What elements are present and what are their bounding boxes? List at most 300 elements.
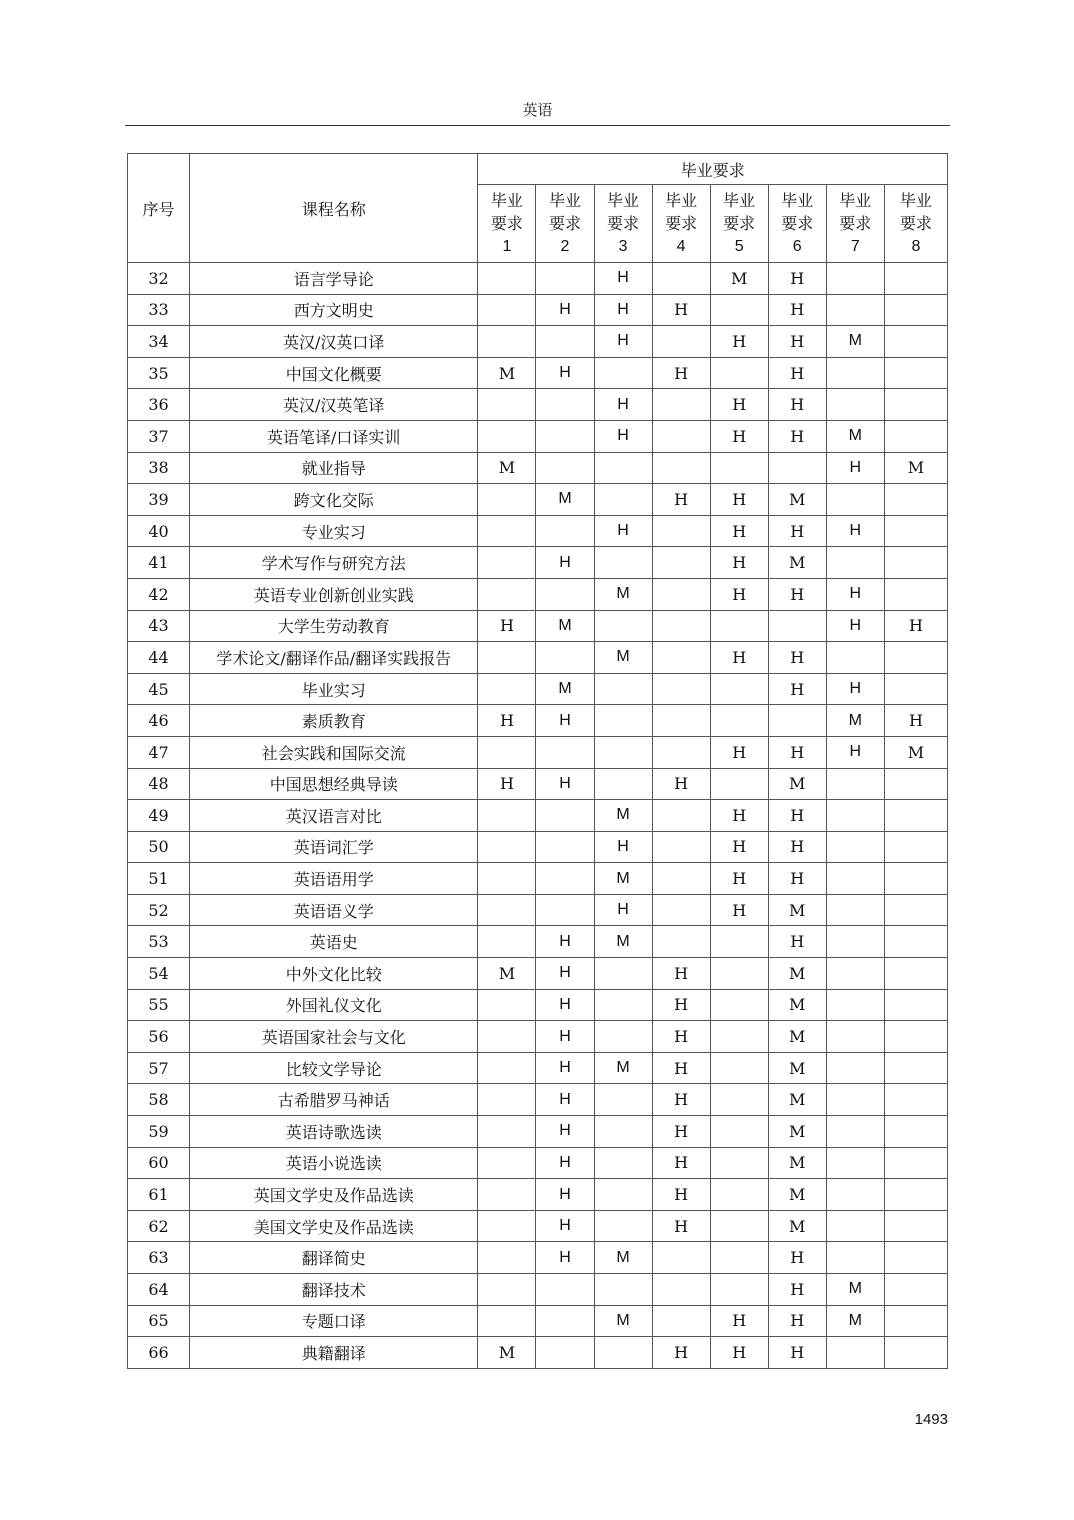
course-name-cell: 古希腊罗马神话 xyxy=(190,1084,478,1116)
requirement-level-cell xyxy=(710,610,768,642)
requirement-level-cell xyxy=(826,1084,884,1116)
requirement-level-cell: M xyxy=(768,1052,826,1084)
row-index-cell: 45 xyxy=(128,673,190,705)
table-row xyxy=(128,326,948,358)
requirement-level-cell xyxy=(826,926,884,958)
requirement-level-cell xyxy=(594,484,652,516)
requirement-level-cell xyxy=(884,1305,947,1337)
table-row xyxy=(128,1210,948,1242)
requirement-level-cell: H xyxy=(652,1052,710,1084)
requirement-level-cell: H xyxy=(652,958,710,990)
requirement-level-cell: H xyxy=(826,515,884,547)
requirement-level-cell: H xyxy=(536,705,594,737)
column-header-requirement-6 xyxy=(768,185,826,263)
requirement-level-cell xyxy=(478,1021,536,1053)
table-row xyxy=(128,989,948,1021)
requirement-level-cell xyxy=(826,263,884,295)
requirement-level-cell xyxy=(478,800,536,832)
table-row xyxy=(128,1084,948,1116)
requirement-level-cell xyxy=(652,831,710,863)
requirement-header-line: 毕业 xyxy=(781,191,814,210)
course-name-cell: 英语语用学 xyxy=(190,863,478,895)
requirement-level-cell: H xyxy=(826,736,884,768)
requirement-level-cell: H xyxy=(594,389,652,421)
course-name-cell: 英语笔译/口译实训 xyxy=(190,420,478,452)
requirement-level-cell: H xyxy=(594,831,652,863)
requirement-header-line: 毕业 xyxy=(899,191,932,210)
requirement-level-cell xyxy=(478,547,536,579)
requirement-level-cell xyxy=(884,894,947,926)
requirement-level-cell xyxy=(478,1274,536,1306)
requirement-level-cell xyxy=(478,1084,536,1116)
requirement-header-line: 3 xyxy=(618,238,628,255)
requirement-level-cell: M xyxy=(594,642,652,674)
course-name-cell: 美国文学史及作品选读 xyxy=(190,1210,478,1242)
requirement-level-cell xyxy=(536,515,594,547)
column-header-course: 课程名称 xyxy=(190,154,478,263)
requirement-level-cell: H xyxy=(594,294,652,326)
requirement-level-cell: M xyxy=(594,863,652,895)
column-header-requirement-3 xyxy=(594,185,652,263)
requirement-level-cell: M xyxy=(826,326,884,358)
table-row xyxy=(128,768,948,800)
requirement-level-cell xyxy=(478,484,536,516)
requirement-level-cell xyxy=(884,420,947,452)
table-header-row-1 xyxy=(128,154,948,185)
requirement-level-cell xyxy=(478,578,536,610)
row-index-cell: 42 xyxy=(128,578,190,610)
course-name-cell: 毕业实习 xyxy=(190,673,478,705)
requirement-level-cell xyxy=(478,989,536,1021)
row-index-cell: 55 xyxy=(128,989,190,1021)
requirement-level-cell xyxy=(594,452,652,484)
requirement-level-cell xyxy=(536,1274,594,1306)
requirement-level-cell: M xyxy=(594,1052,652,1084)
requirement-level-cell: M xyxy=(884,452,947,484)
table-row xyxy=(128,831,948,863)
row-index-cell: 43 xyxy=(128,610,190,642)
requirement-level-cell: H xyxy=(768,578,826,610)
requirement-level-cell xyxy=(652,1305,710,1337)
requirement-level-cell: H xyxy=(478,610,536,642)
requirement-level-cell xyxy=(478,1210,536,1242)
course-name-cell: 语言学导论 xyxy=(190,263,478,295)
requirement-level-cell xyxy=(478,1147,536,1179)
requirement-level-cell xyxy=(826,389,884,421)
requirement-level-cell xyxy=(478,926,536,958)
requirement-header-line: 要求 xyxy=(665,214,698,233)
requirement-level-cell xyxy=(594,1210,652,1242)
requirement-level-cell: H xyxy=(536,294,594,326)
table-row xyxy=(128,673,948,705)
requirement-level-cell xyxy=(710,1084,768,1116)
requirement-level-cell xyxy=(652,673,710,705)
requirement-level-cell: H xyxy=(652,1337,710,1369)
requirement-level-cell xyxy=(536,326,594,358)
requirement-level-cell: H xyxy=(710,642,768,674)
requirement-level-cell: H xyxy=(536,989,594,1021)
course-name-cell: 翻译简史 xyxy=(190,1242,478,1274)
requirement-level-cell xyxy=(710,673,768,705)
row-index-cell: 44 xyxy=(128,642,190,674)
requirement-level-cell: M xyxy=(710,263,768,295)
requirement-level-cell: H xyxy=(768,294,826,326)
table-row xyxy=(128,894,948,926)
requirement-level-cell xyxy=(652,800,710,832)
requirement-level-cell xyxy=(826,1179,884,1211)
requirement-level-cell xyxy=(826,800,884,832)
row-index-cell: 63 xyxy=(128,1242,190,1274)
course-name-cell: 英语语义学 xyxy=(190,894,478,926)
requirement-level-cell: H xyxy=(768,326,826,358)
requirement-level-cell: H xyxy=(536,1084,594,1116)
requirement-header-line: 要求 xyxy=(548,214,581,233)
requirement-level-cell: M xyxy=(478,357,536,389)
requirement-level-cell: H xyxy=(594,263,652,295)
requirement-level-cell xyxy=(594,768,652,800)
requirement-level-cell: H xyxy=(710,578,768,610)
requirement-level-cell: H xyxy=(768,515,826,547)
requirement-level-cell xyxy=(652,736,710,768)
requirement-level-cell: H xyxy=(710,1305,768,1337)
requirement-level-cell: M xyxy=(478,1337,536,1369)
requirement-level-cell xyxy=(652,263,710,295)
requirement-level-cell xyxy=(652,326,710,358)
course-name-cell: 英语词汇学 xyxy=(190,831,478,863)
requirement-level-cell xyxy=(884,326,947,358)
requirement-level-cell xyxy=(594,1116,652,1148)
requirement-level-cell xyxy=(826,1116,884,1148)
row-index-cell: 35 xyxy=(128,357,190,389)
requirement-level-cell: M xyxy=(826,420,884,452)
requirement-level-cell xyxy=(884,578,947,610)
requirement-level-cell xyxy=(884,831,947,863)
table-row xyxy=(128,1337,948,1369)
table-row xyxy=(128,1305,948,1337)
requirement-level-cell xyxy=(710,1242,768,1274)
requirement-level-cell: H xyxy=(768,863,826,895)
requirement-level-cell xyxy=(884,1052,947,1084)
page-number: 1493 xyxy=(914,1411,948,1428)
requirement-level-cell: M xyxy=(478,958,536,990)
requirement-level-cell xyxy=(826,1242,884,1274)
row-index-cell: 40 xyxy=(128,515,190,547)
requirement-level-cell xyxy=(652,610,710,642)
requirement-level-cell: H xyxy=(652,357,710,389)
row-index-cell: 33 xyxy=(128,294,190,326)
requirement-level-cell xyxy=(768,452,826,484)
requirement-level-cell: H xyxy=(594,420,652,452)
requirement-level-cell: H xyxy=(884,610,947,642)
row-index-cell: 65 xyxy=(128,1305,190,1337)
row-index-cell: 49 xyxy=(128,800,190,832)
requirement-level-cell xyxy=(884,642,947,674)
requirement-level-cell xyxy=(826,958,884,990)
requirement-level-cell: H xyxy=(652,1179,710,1211)
course-name-cell: 专业实习 xyxy=(190,515,478,547)
requirement-level-cell xyxy=(652,1242,710,1274)
requirement-level-cell xyxy=(478,1179,536,1211)
requirement-level-cell: M xyxy=(768,894,826,926)
requirement-level-cell: M xyxy=(768,1179,826,1211)
row-index-cell: 64 xyxy=(128,1274,190,1306)
requirement-level-cell xyxy=(710,1052,768,1084)
requirement-level-cell: H xyxy=(826,452,884,484)
requirement-level-cell xyxy=(826,1210,884,1242)
requirement-level-cell xyxy=(652,547,710,579)
table-row xyxy=(128,958,948,990)
requirement-level-cell xyxy=(478,1052,536,1084)
requirement-level-cell: H xyxy=(710,515,768,547)
requirement-level-cell: H xyxy=(710,420,768,452)
requirement-level-cell xyxy=(594,610,652,642)
requirement-level-cell xyxy=(884,1210,947,1242)
row-index-cell: 59 xyxy=(128,1116,190,1148)
requirement-level-cell xyxy=(884,1179,947,1211)
requirement-header-line: 8 xyxy=(911,238,921,255)
requirement-level-cell xyxy=(478,642,536,674)
table-row xyxy=(128,800,948,832)
requirement-level-cell: H xyxy=(652,1147,710,1179)
row-index-cell: 57 xyxy=(128,1052,190,1084)
requirement-level-cell: H xyxy=(826,610,884,642)
requirement-level-cell xyxy=(710,926,768,958)
requirement-level-cell: H xyxy=(652,768,710,800)
requirement-header-line: 6 xyxy=(792,238,802,255)
row-index-cell: 52 xyxy=(128,894,190,926)
table-row xyxy=(128,389,948,421)
requirement-level-cell xyxy=(710,357,768,389)
requirement-level-cell xyxy=(594,357,652,389)
requirement-level-cell: H xyxy=(536,1116,594,1148)
requirement-level-cell xyxy=(478,831,536,863)
requirement-level-cell xyxy=(884,389,947,421)
row-index-cell: 50 xyxy=(128,831,190,863)
course-name-cell: 学术论文/翻译作品/翻译实践报告 xyxy=(190,642,478,674)
requirement-level-cell xyxy=(536,1305,594,1337)
requirement-level-cell xyxy=(884,1242,947,1274)
requirement-level-cell: H xyxy=(652,1084,710,1116)
requirement-level-cell xyxy=(884,1021,947,1053)
row-index-cell: 38 xyxy=(128,452,190,484)
requirement-level-cell: H xyxy=(594,326,652,358)
requirement-level-cell: H xyxy=(652,989,710,1021)
row-index-cell: 66 xyxy=(128,1337,190,1369)
requirement-level-cell xyxy=(826,642,884,674)
column-header-requirement-2 xyxy=(536,185,594,263)
course-name-cell: 跨文化交际 xyxy=(190,484,478,516)
requirement-level-cell: H xyxy=(768,1274,826,1306)
requirement-header-line: 7 xyxy=(850,238,860,255)
requirement-level-cell xyxy=(594,705,652,737)
row-index-cell: 58 xyxy=(128,1084,190,1116)
requirement-level-cell: M xyxy=(594,926,652,958)
requirement-level-cell: H xyxy=(768,800,826,832)
table-row xyxy=(128,547,948,579)
table-row xyxy=(128,420,948,452)
requirement-level-cell xyxy=(826,768,884,800)
header-rule xyxy=(125,125,950,126)
column-header-requirement-4 xyxy=(652,185,710,263)
requirement-level-cell xyxy=(710,705,768,737)
requirement-level-cell xyxy=(884,1274,947,1306)
requirement-level-cell xyxy=(884,1116,947,1148)
requirement-level-cell xyxy=(884,768,947,800)
course-name-cell: 比较文学导论 xyxy=(190,1052,478,1084)
course-name-cell: 学术写作与研究方法 xyxy=(190,547,478,579)
course-name-cell: 英语专业创新创业实践 xyxy=(190,578,478,610)
requirement-level-cell xyxy=(884,515,947,547)
requirement-level-cell: H xyxy=(710,736,768,768)
requirement-level-cell xyxy=(536,642,594,674)
requirement-header-line: 毕业 xyxy=(490,191,523,210)
requirement-level-cell xyxy=(594,673,652,705)
requirement-header-line: 要求 xyxy=(490,214,523,233)
requirement-level-cell xyxy=(594,547,652,579)
course-name-cell: 就业指导 xyxy=(190,452,478,484)
requirement-level-cell: H xyxy=(768,357,826,389)
requirement-level-cell xyxy=(710,1021,768,1053)
requirement-level-cell: H xyxy=(652,1021,710,1053)
requirement-level-cell: H xyxy=(768,389,826,421)
requirement-level-cell: M xyxy=(826,705,884,737)
table-row xyxy=(128,736,948,768)
table-row xyxy=(128,1116,948,1148)
requirement-level-cell xyxy=(478,1305,536,1337)
column-header-requirement-8 xyxy=(884,185,947,263)
requirement-level-cell: H xyxy=(652,294,710,326)
requirement-level-cell: H xyxy=(768,642,826,674)
requirement-level-cell xyxy=(710,1210,768,1242)
requirement-level-cell xyxy=(536,863,594,895)
requirement-level-cell: M xyxy=(768,1084,826,1116)
course-name-cell: 大学生劳动教育 xyxy=(190,610,478,642)
requirement-level-cell: M xyxy=(536,673,594,705)
requirement-level-cell: M xyxy=(826,1274,884,1306)
requirement-level-cell xyxy=(826,1052,884,1084)
requirement-level-cell xyxy=(536,578,594,610)
requirement-level-cell: H xyxy=(594,894,652,926)
requirement-level-cell: H xyxy=(710,326,768,358)
row-index-cell: 53 xyxy=(128,926,190,958)
requirement-level-cell: M xyxy=(768,1116,826,1148)
requirement-level-cell: H xyxy=(536,926,594,958)
table-row xyxy=(128,263,948,295)
requirement-level-cell: H xyxy=(710,894,768,926)
requirement-level-cell xyxy=(826,831,884,863)
requirement-level-cell: M xyxy=(768,1021,826,1053)
row-index-cell: 61 xyxy=(128,1179,190,1211)
requirement-header-line: 2 xyxy=(560,238,570,255)
requirement-level-cell xyxy=(478,294,536,326)
course-name-cell: 英语小说选读 xyxy=(190,1147,478,1179)
requirement-header-line: 毕业 xyxy=(607,191,640,210)
table-body xyxy=(128,263,948,1369)
requirements-matrix-table xyxy=(127,153,948,1369)
course-name-cell: 典籍翻译 xyxy=(190,1337,478,1369)
table-row xyxy=(128,578,948,610)
requirement-level-cell: H xyxy=(768,926,826,958)
course-name-cell: 外国礼仪文化 xyxy=(190,989,478,1021)
requirement-header-line: 1 xyxy=(502,238,512,255)
requirement-level-cell: M xyxy=(478,452,536,484)
requirement-level-cell xyxy=(478,515,536,547)
table-header xyxy=(128,154,948,263)
requirement-level-cell: H xyxy=(710,547,768,579)
table-row xyxy=(128,1242,948,1274)
row-index-cell: 62 xyxy=(128,1210,190,1242)
requirement-header-line: 毕业 xyxy=(548,191,581,210)
requirement-level-cell xyxy=(536,389,594,421)
table-row xyxy=(128,357,948,389)
table-row xyxy=(128,705,948,737)
requirement-level-cell: H xyxy=(536,958,594,990)
course-name-cell: 英汉语言对比 xyxy=(190,800,478,832)
requirement-level-cell: H xyxy=(710,1337,768,1369)
course-name-cell: 英汉/汉英笔译 xyxy=(190,389,478,421)
requirement-level-cell: H xyxy=(710,389,768,421)
column-header-requirement-5 xyxy=(710,185,768,263)
requirement-level-cell xyxy=(478,1242,536,1274)
table-row xyxy=(128,1179,948,1211)
table-row xyxy=(128,515,948,547)
course-name-cell: 英国文学史及作品选读 xyxy=(190,1179,478,1211)
course-name-cell: 西方文明史 xyxy=(190,294,478,326)
requirement-level-cell xyxy=(826,1021,884,1053)
requirement-level-cell xyxy=(826,989,884,1021)
requirement-level-cell: M xyxy=(768,989,826,1021)
requirement-level-cell xyxy=(826,547,884,579)
requirement-level-cell xyxy=(536,831,594,863)
row-index-cell: 34 xyxy=(128,326,190,358)
requirement-level-cell xyxy=(710,1116,768,1148)
requirement-level-cell: M xyxy=(594,1305,652,1337)
requirement-level-cell: H xyxy=(652,484,710,516)
requirement-level-cell: H xyxy=(536,1052,594,1084)
requirement-level-cell: H xyxy=(768,831,826,863)
requirement-level-cell xyxy=(826,894,884,926)
table-row xyxy=(128,1147,948,1179)
column-group-header-requirements: 毕业要求 xyxy=(478,154,948,185)
requirement-level-cell xyxy=(652,705,710,737)
requirement-level-cell xyxy=(478,736,536,768)
requirement-level-cell: H xyxy=(536,1147,594,1179)
course-name-cell: 英语诗歌选读 xyxy=(190,1116,478,1148)
requirement-level-cell: M xyxy=(884,736,947,768)
requirement-level-cell: H xyxy=(768,263,826,295)
requirement-level-cell xyxy=(594,1021,652,1053)
course-name-cell: 中外文化比较 xyxy=(190,958,478,990)
requirement-level-cell xyxy=(536,1337,594,1369)
requirement-level-cell: H xyxy=(536,1210,594,1242)
table-row xyxy=(128,926,948,958)
row-index-cell: 41 xyxy=(128,547,190,579)
requirement-level-cell xyxy=(884,1147,947,1179)
requirement-level-cell: H xyxy=(710,800,768,832)
table-row xyxy=(128,610,948,642)
requirement-level-cell xyxy=(478,263,536,295)
requirement-level-cell xyxy=(652,420,710,452)
requirement-level-cell xyxy=(536,420,594,452)
course-name-cell: 翻译技术 xyxy=(190,1274,478,1306)
requirement-level-cell xyxy=(594,958,652,990)
requirement-level-cell xyxy=(710,1274,768,1306)
requirement-level-cell xyxy=(710,989,768,1021)
requirement-level-cell: H xyxy=(768,420,826,452)
requirement-level-cell: H xyxy=(536,1242,594,1274)
requirement-level-cell xyxy=(652,389,710,421)
requirement-level-cell xyxy=(710,294,768,326)
